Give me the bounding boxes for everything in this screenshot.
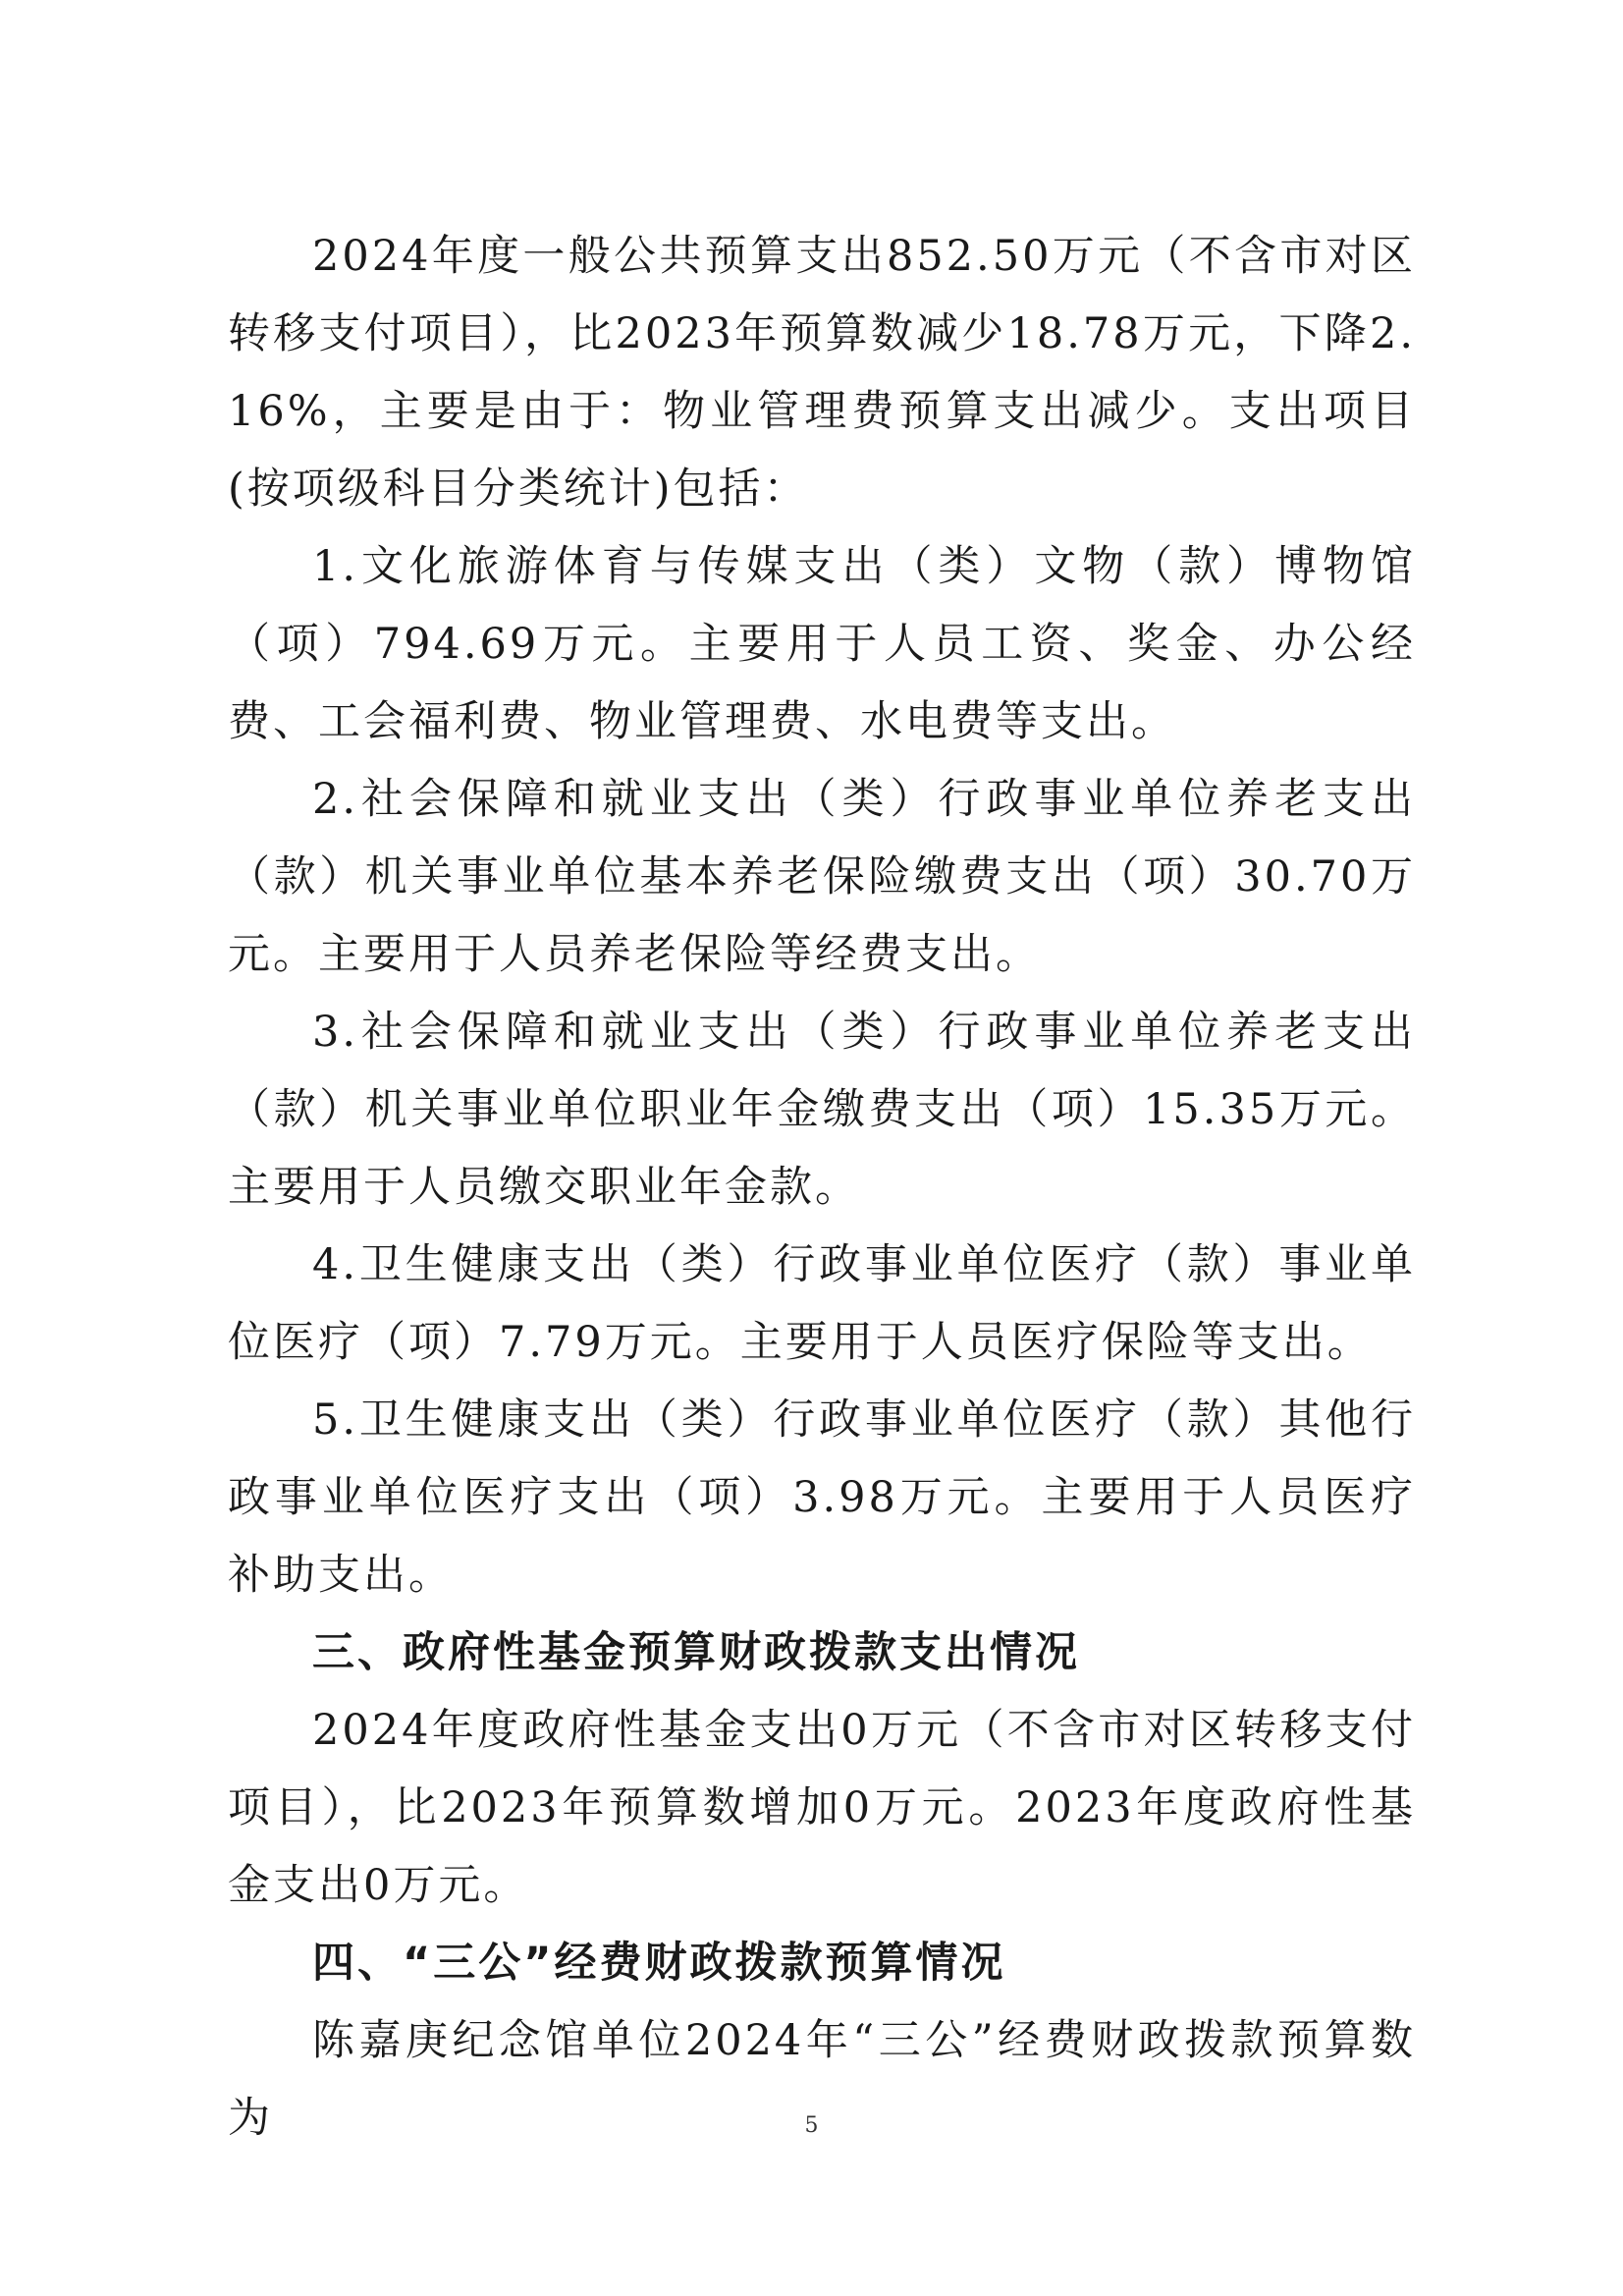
- section-heading-three-public: 四、“三公”经费财政拨款预算情况: [312, 1939, 1006, 1988]
- section-heading-government-fund: 三、政府性基金预算财政拨款支出情况: [312, 1628, 1080, 1677]
- paragraph-item-2-pension: 2.社会保障和就业支出（类）行政事业单位养老支出（款）机关事业单位基本养老保险缴费支出（项）30.70万元。主要用于人员养老保险等经费支出。: [228, 775, 1416, 979]
- paragraph-item-1-museum: 1.文化旅游体育与传媒支出（类）文物（款）博物馆（项）794.69万元。主要用于人员工资、奖金、办公经费、工会福利费、物业管理费、水电费等支出。: [228, 542, 1416, 746]
- paragraph-government-fund: 2024年度政府性基金支出0万元（不含市对区转移支付项目），比2023年预算数增加0万元。2023年度政府性基金支出0万元。: [228, 1706, 1416, 1910]
- paragraph-general-budget-summary: 2024年度一般公共预算支出852.50万元（不含市对区转移支付项目），比2023年预算数减少18.78万元，下降2.16%，主要是由于：物业管理费预算支出减少。支出项目(按项级科目分类统计)包括：: [228, 232, 1416, 514]
- paragraph-three-public-intro: 陈嘉庚纪念馆单位2024年“三公”经费财政拨款预算数为: [228, 2016, 1416, 2143]
- paragraph-item-5-other-medical: 5.卫生健康支出（类）行政事业单位医疗（款）其他行政事业单位医疗支出（项）3.98万元。主要用于人员医疗补助支出。: [228, 1395, 1416, 1600]
- document-body: [228, 218, 1416, 2158]
- paragraph-item-4-medical: 4.卫生健康支出（类）行政事业单位医疗（款）事业单位医疗（项）7.79万元。主要用于人员医疗保险等支出。: [228, 1240, 1416, 1367]
- paragraph-item-3-annuity: 3.社会保障和就业支出（类）行政事业单位养老支出（款）机关事业单位职业年金缴费支出（项）15.35万元。主要用于人员缴交职业年金款。: [228, 1008, 1416, 1212]
- page-number: 5: [804, 2113, 819, 2138]
